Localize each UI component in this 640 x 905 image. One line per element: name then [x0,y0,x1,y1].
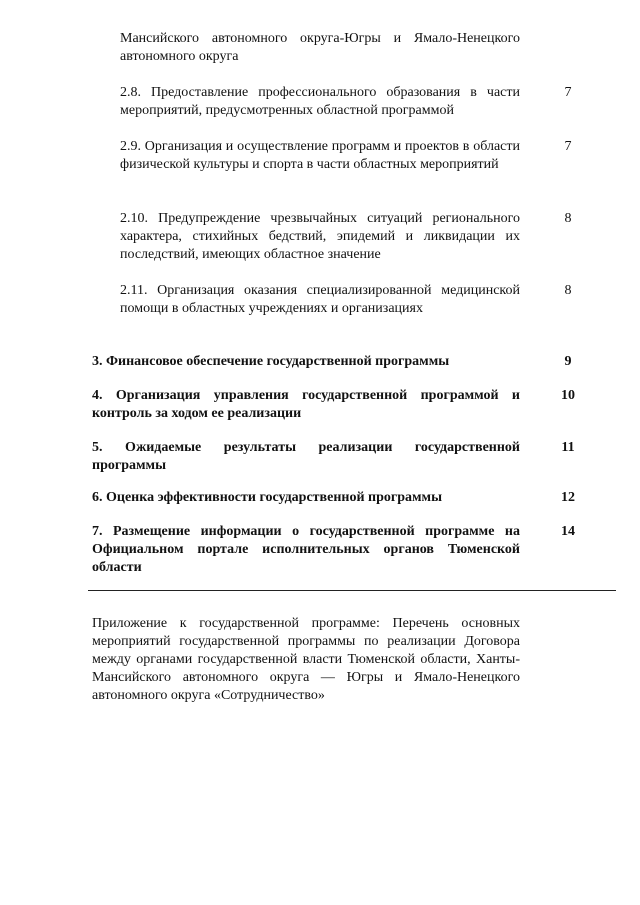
separator-line [88,590,616,591]
toc-entry-text: 2.11. Организация оказания специализированной медицинской помощи в областных учреждениях и организациях [120,283,520,316]
toc-section-title: 3. Финансовое обеспечение государственной программы [92,354,450,369]
appendix-note: Приложение к государственной программе: Перечень основных мероприятий государственной программы по реализации Договора между органами государственной власти Тюменской области, Ханты-Мансийского автономного округа — Югры и Ямало-Ненецкого автономного округа «Сотрудничество» [92,616,520,703]
toc-page-number: 7 [564,85,572,100]
toc-page-number: 9 [564,354,572,369]
toc-page-number: 8 [564,211,572,226]
toc-page-number: 14 [561,524,575,539]
toc-entry-text: 2.9. Организация и осуществление программ и проектов в области физической культуры и спорта в части областных мероприятий [120,139,520,172]
toc-section-title: 6. Оценка эффективности государственной программы [92,490,443,505]
toc-entry-text: 2.10. Предупреждение чрезвычайных ситуаций регионального характера, стихийных бедствий, эпидемий и ликвидации их последствий, имеющих областное значение [120,211,520,262]
toc-page-number: 10 [561,388,575,403]
toc-page-number: 11 [561,440,575,455]
toc-section-title: 7. Размещение информации о государственной программе на Официальном портале исполнительных органов Тюменской области [92,524,520,575]
toc-page-number: 8 [564,283,572,298]
toc-entry-text: 2.8. Предоставление профессионального образования в части мероприятий, предусмотренных областной программой [120,85,520,118]
toc-page-number: 12 [561,490,575,505]
toc-entry-text: Мансийского автономного округа-Югры и Ямало-Ненецкого автономного округа [120,31,520,64]
toc-section-title: 5. Ожидаемые результаты реализации государственной программы [92,440,520,473]
toc-section-title: 4. Организация управления государственной программой и контроль за ходом ее реализации [92,388,520,421]
toc-page-number: 7 [564,139,572,154]
